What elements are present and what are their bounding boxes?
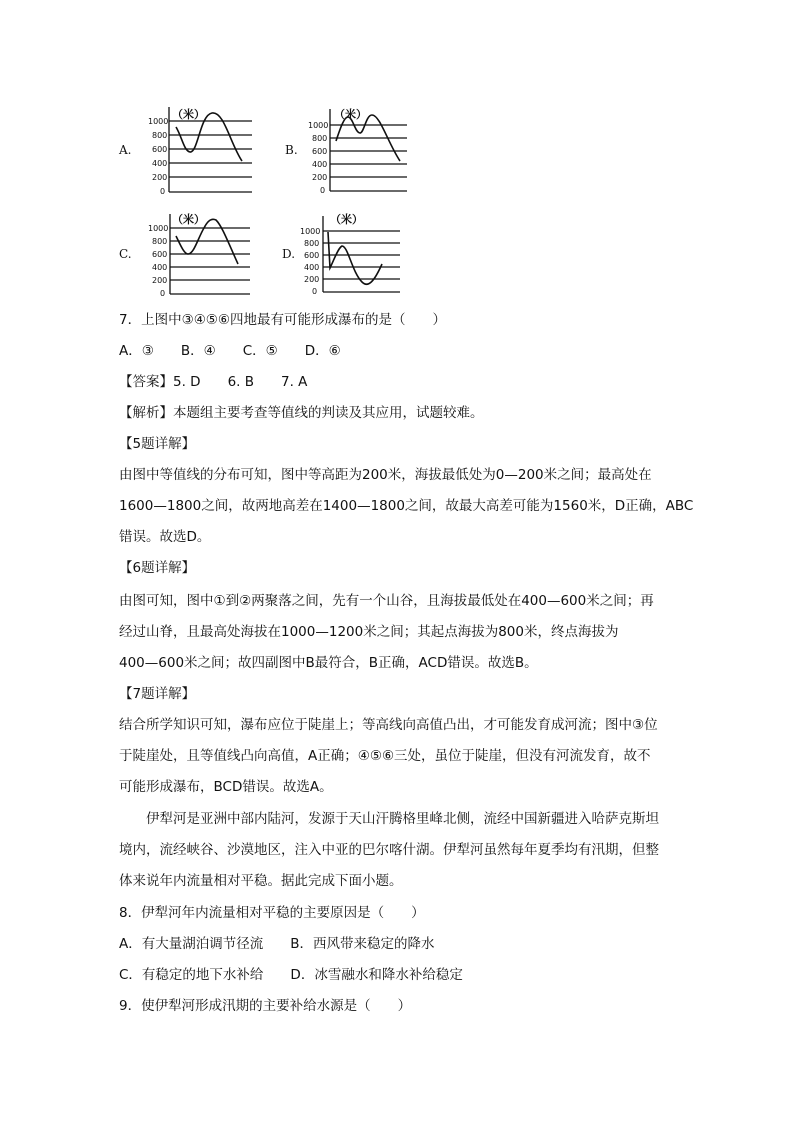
- y-tick: 0: [160, 289, 166, 298]
- analysis-line: 【解析】本题组主要考查等值线的判读及其应用，试题较难。: [119, 405, 484, 421]
- question-8-options-ab: A．有大量湖泊调节径流 B．西风带来稳定的降水: [119, 936, 435, 952]
- y-tick: 200: [304, 275, 320, 284]
- question-8-stem: 8．伊犁河年内流量相对平稳的主要原因是（ ）: [119, 905, 425, 921]
- option-b-label: B.: [285, 143, 298, 157]
- q7-line: 结合所学知识可知，瀑布应位于陡崖上；等高线向高值凸出，才可能发育成河流；图中③位: [119, 717, 658, 733]
- q7-explanation: [119, 710, 679, 803]
- y-tick: 0: [320, 186, 326, 195]
- y-tick: 400: [304, 263, 320, 272]
- option-a-label: A.: [119, 143, 132, 157]
- q6-explanation: [119, 586, 679, 679]
- y-tick: 600: [152, 250, 168, 259]
- y-tick: 800: [304, 239, 320, 248]
- y-tick: 600: [152, 145, 168, 154]
- q5-line: 错误。故选D。: [119, 529, 211, 545]
- unit-label: （米）: [330, 213, 363, 226]
- q5-line: 1600—1800之间，故两地高差在1400—1800之间，故最大高差可能为1560米，D正确，ABC: [119, 498, 694, 514]
- unit-label: （米）: [172, 213, 205, 226]
- profile-figure-c: [142, 208, 254, 300]
- option-c-label: C.: [119, 247, 132, 261]
- passage-line: 体来说年内流量相对平稳。据此完成下面小题。: [119, 873, 403, 889]
- y-tick: 800: [312, 134, 328, 143]
- y-tick: 800: [152, 237, 168, 246]
- y-tick: 1000: [300, 227, 321, 236]
- y-tick: 400: [312, 160, 328, 169]
- option-d-label: D.: [282, 247, 296, 261]
- y-tick: 600: [312, 147, 328, 156]
- q6-line: 400—600米之间；故四副图中B最符合，B正确，ACD错误。故选B。: [119, 655, 538, 671]
- y-tick: 1000: [148, 117, 169, 126]
- question-7-options: A．③ B．④ C．⑤ D．⑥: [119, 343, 341, 359]
- q5-line: 由图中等值线的分布可知，图中等高距为200米，海拔最低处为0—200米之间；最高处在: [119, 467, 652, 483]
- answer-line: 【答案】5. D 6. B 7. A: [119, 374, 308, 390]
- y-tick: 600: [304, 251, 320, 260]
- q6-line: 经过山脊，且最高处海拔在1000—1200米之间；其起点海拔为800米，终点海拔为: [119, 624, 619, 640]
- q7-heading: 【7题详解】: [119, 686, 196, 702]
- y-tick: 0: [312, 287, 318, 296]
- q6-heading: 【6题详解】: [119, 560, 196, 576]
- profile-curve: [328, 232, 382, 284]
- question-9-stem: 9．使伊犁河形成汛期的主要补给水源是（ ）: [119, 998, 412, 1014]
- y-tick: 200: [152, 173, 168, 182]
- unit-label: （米）: [172, 108, 205, 121]
- y-tick: 200: [312, 173, 328, 182]
- y-tick: 400: [152, 263, 168, 272]
- question-7-stem: 7．上图中③④⑤⑥四地最有可能形成瀑布的是（ ）: [119, 312, 446, 328]
- y-tick: 1000: [148, 224, 169, 233]
- q5-explanation: [119, 460, 694, 553]
- question-8-options-cd: C．有稳定的地下水补给 D．冰雪融水和降水补给稳定: [119, 967, 463, 983]
- profile-figure-b: [300, 103, 412, 199]
- passage-line: 境内，流经峡谷、沙漠地区，注入中亚的巴尔喀什湖。伊犁河虽然每年夏季均有汛期，但整: [119, 842, 659, 858]
- y-tick: 400: [152, 159, 168, 168]
- y-tick: 0: [160, 187, 166, 196]
- y-tick: 1000: [308, 121, 329, 130]
- reading-passage: [119, 804, 679, 897]
- profile-figure-a: [146, 103, 258, 199]
- unit-label: （米）: [334, 108, 367, 121]
- q5-heading: 【5题详解】: [119, 436, 196, 452]
- q7-line: 于陡崖处，且等值线凸向高值，A正确；④⑤⑥三处，虽位于陡崖，但没有河流发育，故不: [119, 748, 651, 764]
- profile-figure-d: [296, 208, 408, 300]
- y-tick: 200: [152, 276, 168, 285]
- passage-line: 伊犁河是亚洲中部内陆河，发源于天山汗腾格里峰北侧，流经中国新疆进入哈萨克斯坦: [146, 811, 659, 827]
- q7-line: 可能形成瀑布，BCD错误。故选A。: [119, 779, 333, 795]
- y-tick: 800: [152, 131, 168, 140]
- q6-line: 由图可知，图中①到②两聚落之间，先有一个山谷，且海拔最低处在400—600米之间；再: [119, 593, 654, 609]
